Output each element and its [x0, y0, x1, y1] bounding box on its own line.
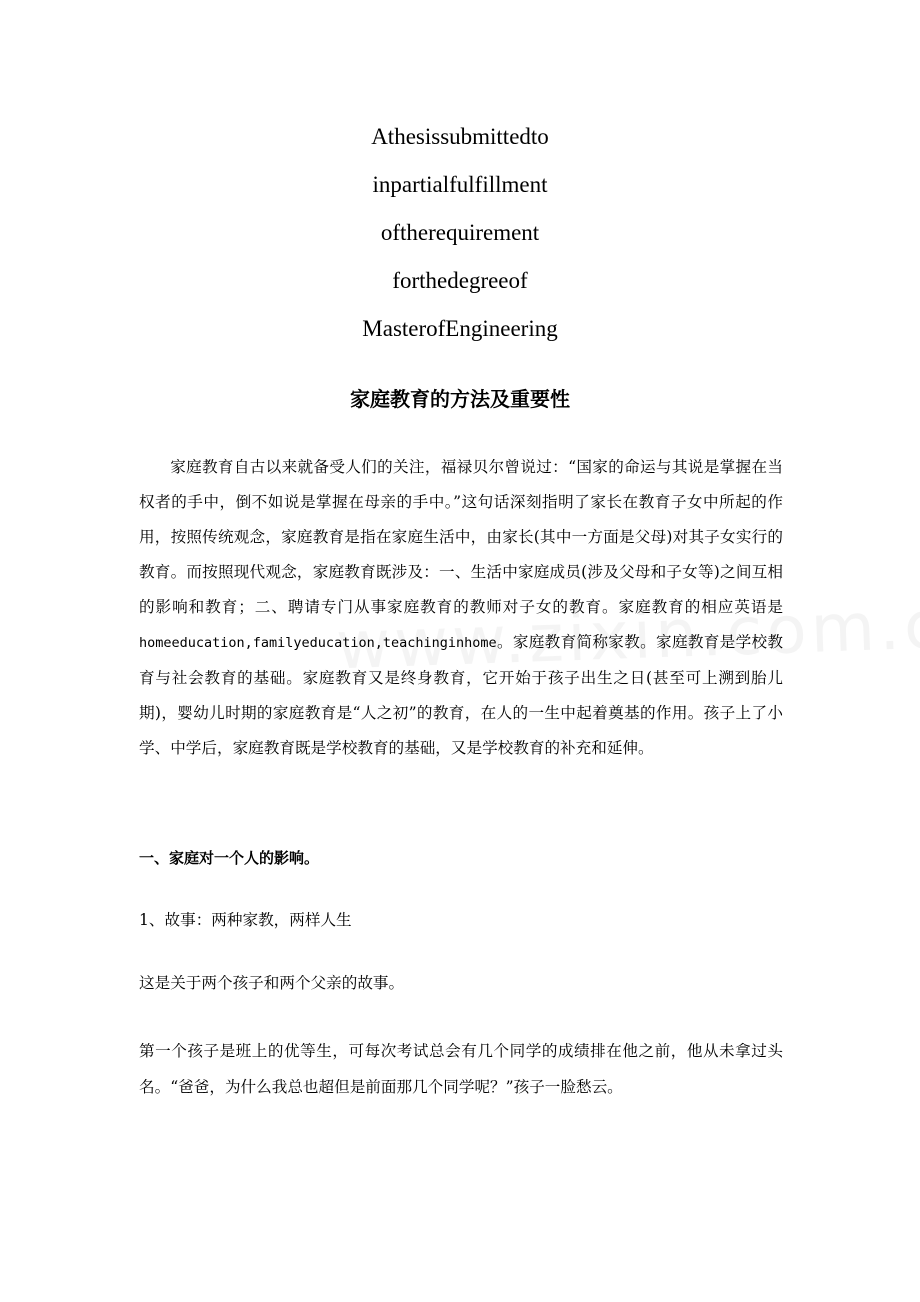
- thesis-line-5: MasterofEngineering: [362, 316, 558, 341]
- intro-text-part2: 。家庭教育简称家教。家庭教育是学校教育与社会教育的基础。家庭教育又是终身教育，它开始于孩子出生之日(甚至可上溯到胎儿期)，婴幼儿时期的家庭教育是“人之初”的教育，在人的一生中起着奠基的作用。孩子上了小学、中学后，家庭教育既是学校教育的基础，又是学校教育的补充和延伸。: [139, 633, 783, 757]
- thesis-line-4: forthedegreeof: [392, 268, 528, 293]
- story-intro: 这是关于两个孩子和两个父亲的故事。: [139, 974, 405, 992]
- document-title: 家庭教育的方法及重要性: [350, 387, 570, 411]
- intro-english-terms: homeeducation,familyeducation,teachinginhome: [139, 635, 497, 651]
- section-heading: 一、家庭对一个人的影响。: [139, 849, 320, 867]
- thesis-line-1: Athesissubmittedto: [371, 124, 549, 149]
- story-title: 1、故事：两种家教，两样人生: [139, 911, 352, 929]
- thesis-line-3: oftherequirement: [380, 220, 540, 245]
- thesis-line-2: inpartialfulfillment: [372, 172, 548, 197]
- intro-paragraph: [139, 450, 783, 766]
- story-paragraph: 第一个孩子是班上的优等生，可每次考试总会有几个同学的成绩排在他之前，他从未拿过头名。“爸爸，为什么我总也超但是前面那几个同学呢？”孩子一脸愁云。: [139, 1042, 783, 1096]
- intro-text-part1: 家庭教育自古以来就备受人们的关注，福禄贝尔曾说过：“国家的命运与其说是掌握在当权者的手中，倒不如说是掌握在母亲的手中。”这句话深刻指明了家长在教育子女中所起的作用，按照传统观念，家庭教育是指在家庭生活中，由家长(其中一方面是父母)对其子女实行的教育。而按照现代观念，家庭教育既涉及：一、生活中家庭成员(涉及父母和子女等)之间互相的影响和教育；二、聘请专门从事家庭教育的教师对子女的教育。家庭教育的相应英语是: [139, 458, 783, 616]
